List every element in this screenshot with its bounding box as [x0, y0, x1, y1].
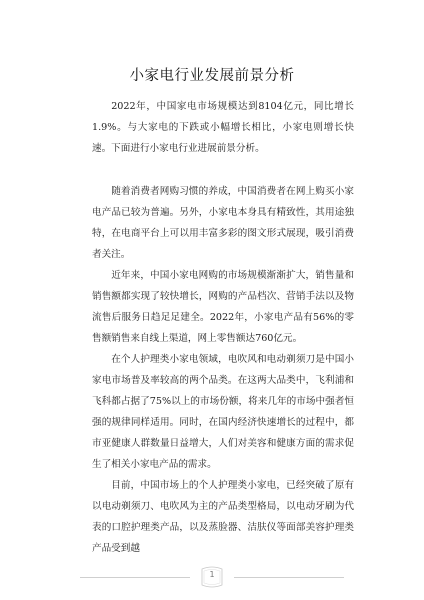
footer-divider: [80, 577, 190, 578]
paragraph: 近年来，中国小家电网购的市场规模渐渐扩大，销售量和销售额都实现了较快增长，网购的产品档次、营销手法以及物流售后服务日趋足足建全。2022年，小家电产品有56%的零售额销售来自线上渠道，网上零售额达760亿元。: [92, 270, 354, 344]
page-footer: [0, 566, 424, 588]
document-body: [92, 96, 354, 559]
paragraph: 2022年，中国家电市场规模达到8104亿元，同比增长1.9%。与大家电的下跌或小幅增长相比，小家电则增长快速。下面进行小家电行业进展前景分析。: [92, 101, 354, 154]
paragraph: 在个人护理类小家电领域，电吹风和电动剃须刀是中国小家电市场普及率较高的两个品类。在这两大品类中，飞利浦和飞科都占据了75%以上的市场份额，将来几年的市场中强者恒强的规律同样适用。同时，在国内经济快速增长的过程中，都市亚健康人群数量日益增大，人们对美容和健康方面的需求促生了相关小家电产品的需求。: [92, 354, 354, 470]
paragraph: 随着消费者网购习惯的养成，中国消费者在网上购买小家电产品已较为普遍。另外，小家电本身具有精致性，其用途独特，在电商平台上可以用丰富多彩的图文形式展现，吸引消费者关注。: [92, 186, 354, 260]
page-number: 1: [209, 570, 215, 579]
page-number-badge: [198, 566, 226, 588]
page-title: 小家电行业发展前景分析: [129, 68, 295, 84]
footer-divider: [234, 577, 344, 578]
paragraph: 目前，中国市场上的个人护理类小家电，已经突破了原有以电动剃须刀、电吹风为主的产品类型格局，以电动牙刷为代表的口腔护理类产品，以及蒸脸器、洁肤仪等面部美容护理类产品受到越: [92, 480, 354, 554]
